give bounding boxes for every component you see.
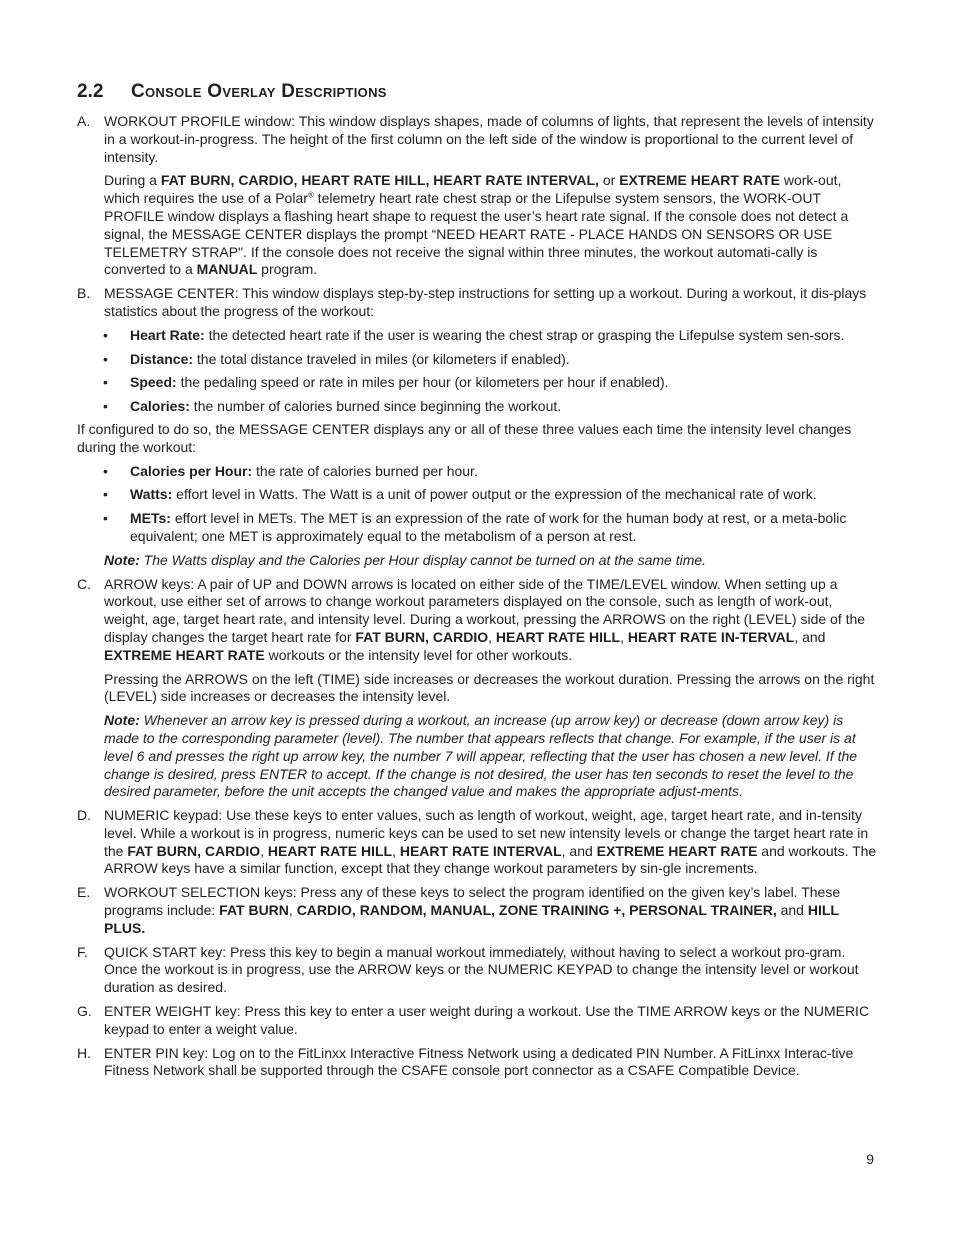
item-letter: G. [77,1003,92,1020]
item-c [77,576,877,802]
item-d-paragraph: NUMERIC keypad: Use these keys to enter values, such as length of workout, weight, age, target heart rate, and in-tensity level. While a workout is in progress, numeric keys can be used to set new intensity levels or change the target heart rate in the FAT BURN, CARDIO, HEART RATE HILL, HEART RATE INTERVAL, and EXTREME HEART RATE and workouts. The ARROW keys have a similar function, except that they change workout parameters by sin-gle increments. [104,807,877,877]
item-letter: C. [77,575,91,592]
item-h [77,1045,877,1081]
item-letter: E. [77,884,91,901]
item-letter: A. [77,113,91,129]
item-a-paragraph-1: WORKOUT PROFILE window: This window displays shapes, made of columns of lights, that represent the levels of intensity in a workout-in-progress. The height of the first column on the left side of the window is proportional to the current level of intensity. [104,113,874,165]
bullet-calories-per-hour: • Calories per Hour: the rate of calories burned per hour. [103,462,478,479]
bullet-speed: • Speed: the pedaling speed or rate in miles per hour (or kilometers per hour if enabled). [103,374,669,391]
section-number: 2.2 [77,81,104,102]
item-e [77,884,877,937]
page-content [77,80,877,1086]
note-arrow: Note: Whenever an arrow key is pressed during a workout, an increase (up arrow key) or decrease (down arrow key) is made to the corresponding parameter (level). The number that appears reflects that change. For example, if the user is at level 6 and presses the right up arrow key, the number 7 will appear, reflecting that the user has chosen a new level. If the change is desired, press ENTER to accept. If the change is not desired, the user has ten seconds to reset the level to the desired parameter, before the unit accepts the changed value and makes the appropriate adjust-ments. [104,712,858,800]
item-letter: D. [77,807,91,824]
bullet-distance: • Distance: the total distance traveled in miles (or kilometers if enabled). [103,350,570,367]
item-g [77,1003,877,1039]
item-d [77,807,877,878]
item-letter: F. [77,943,88,960]
note-watts: Note: The Watts display and the Calories per Hour display cannot be turned on at the same time. [104,551,707,568]
item-f [77,944,877,997]
section-title: Console Overlay Descriptions [131,81,387,102]
bullet-watts: • Watts: effort level in Watts. The Watt is a unit of power output or the expression of the mechanical rate of work. [103,486,817,503]
item-b [77,285,877,321]
item-a [77,113,877,279]
item-c-paragraph-1: ARROW keys: A pair of UP and DOWN arrows is located on either side of the TIME/LEVEL window. When setting up a workout, use either set of arrows to change workout parameters displayed on the console, such as length of work-out, weight, age, target heart rate, and intensity level. During a workout, pressing the ARROWS on the right (LEVEL) side of the display changes the target heart rate for FAT BURN, CARDIO, HEART RATE HILL, HEART RATE IN-TERVAL, and EXTREME HEART RATE workouts or the intensity level for other workouts. [104,575,866,663]
item-a-paragraph-2: During a FAT BURN, CARDIO, HEART RATE HILL, HEART RATE INTERVAL, or EXTREME HEART RATE work-out, which requires the use of a Polar® telemetry heart rate chest strap or the Lifepulse system sensors, the WORK-OUT PROFILE window displays a flashing heart shape to request the user’s heart rate signal. If the console does not detect a signal, the MESSAGE CENTER displays the prompt “NEED HEART RATE - PLACE HANDS ON SENSORS OR USE TELEMETRY STRAP". If the console does not receive the signal within three minutes, the workout automati-cally is converted to a MANUAL program. [104,172,849,278]
item-c-paragraph-2: Pressing the ARROWS on the left (TIME) side increases or decreases the workout duration. Pressing the arrows on the right (LEVEL) side increases or decreases the intensity level. [104,670,875,705]
bullet-calories: • Calories: the number of calories burned since beginning the workout. [103,398,562,415]
item-letter: B. [77,285,91,302]
section-heading [77,80,877,104]
bullet-mets: • METs: effort level in METs. The MET is an expression of the rate of work for the human body at rest, or a meta-bolic equivalent; one MET is approximately equal to the metabolism of a person at rest. [103,510,847,544]
item-g-paragraph: ENTER WEIGHT key: Press this key to enter a user weight during a workout. Use the TIME ARROW keys or the NUMERIC keypad to enter a weight value. [104,1003,870,1037]
item-e-paragraph: WORKOUT SELECTION keys: Press any of these keys to select the program identified on the given key’s label. These programs include: FAT BURN, CARDIO, RANDOM, MANUAL, ZONE TRAINING +, PERSONAL TRAINER, and HILL PLUS. [104,884,841,936]
item-h-paragraph: ENTER PIN key: Log on to the FitLinxx Interactive Fitness Network using a dedicated PIN Number. A FitLinxx Interac-tive Fitness Network shall be supported through the CSAFE console port connector as a CSAFE Compatible Device. [104,1044,854,1079]
configured-paragraph: If configured to do so, the MESSAGE CENTER displays any or all of these three values each time the intensity level changes during the workout: [77,420,852,455]
item-b-paragraph-1: MESSAGE CENTER: This window displays step-by-step instructions for setting up a workout. During a workout, it dis-plays statistics about the progress of the workout: [104,285,867,319]
item-f-paragraph: QUICK START key: Press this key to begin a manual workout immediately, without having to select a workout pro-gram. Once the workout is in progress, use the ARROW keys or the NUMERIC KEYPAD to change the intensity level or workout duration as desired. [104,943,859,996]
item-letter: H. [77,1044,91,1061]
bullet-heart-rate: • Heart Rate: the detected heart rate if the user is wearing the chest strap or grasping the Lifepulse system sen-sors. [103,326,845,343]
page-number: 9 [866,1151,874,1167]
